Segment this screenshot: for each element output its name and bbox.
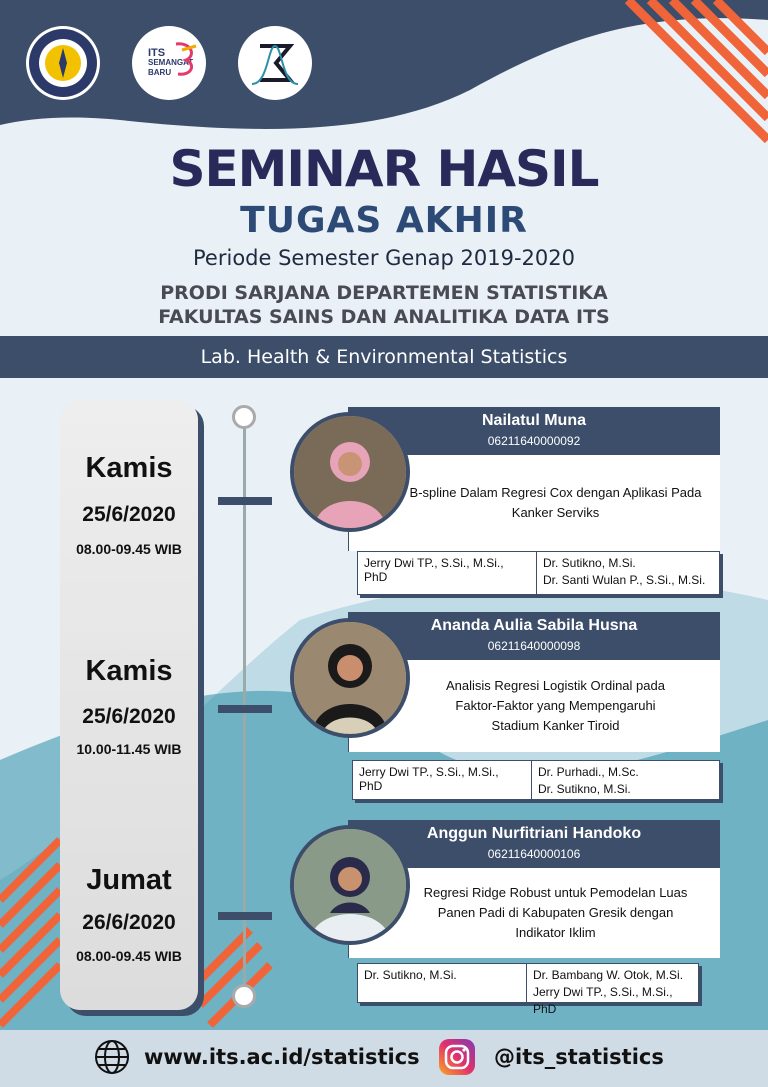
its-gear-logo	[26, 26, 100, 100]
period-text: Periode Semester Genap 2019-2020	[193, 246, 575, 270]
page-subtitle: TUGAS AKHIR	[240, 200, 528, 241]
butterfly-icon	[172, 40, 200, 80]
person-avatar-icon	[294, 416, 406, 528]
schedule-time: 08.00-09.45 WIB	[76, 541, 182, 557]
presenter-name: Ananda Aulia Sabila Husna	[430, 617, 638, 634]
schedule-day: Jumat	[86, 864, 172, 896]
presenter-name: Anggun Nurfitriani Handoko	[426, 825, 642, 842]
timeline-end-dot	[232, 984, 256, 1008]
presenter-id: 06211640000092	[487, 434, 581, 448]
presenter-name: Nailatul Muna	[481, 412, 586, 429]
examiner: Dr. Bambang W. Otok, M.Si.	[533, 968, 684, 982]
thesis-topic: B-spline Dalam Regresi Cox dengan Aplikasi Pada Kanker Serviks	[348, 455, 720, 551]
instagram-icon	[437, 1037, 477, 1077]
page-title: SEMINAR HASIL	[169, 140, 599, 198]
website-link[interactable]: www.its.ac.id/statistics	[144, 1045, 420, 1069]
thesis-topic: Regresi Ridge Robust untuk Pemodelan Luas Panen Padi di Kabupaten Gresik dengan Indikator Iklim	[348, 868, 720, 958]
examiner: Dr. Sutikno, M.Si.	[538, 782, 631, 796]
examiners-box	[352, 760, 720, 800]
supervisor: Dr. Sutikno, M.Si.	[364, 968, 457, 982]
schedule-date: 26/6/2020	[82, 911, 176, 934]
timeline-connector	[218, 912, 272, 920]
sigma-icon	[238, 26, 312, 100]
schedule-date: 25/6/2020	[82, 705, 176, 728]
schedule-time: 10.00-11.45 WIB	[76, 741, 182, 757]
presenter-photo	[290, 618, 410, 738]
presenter-id: 06211640000098	[487, 639, 581, 653]
schedule-date: 25/6/2020	[82, 503, 176, 526]
presenter-photo	[290, 825, 410, 945]
schedule-time: 08.00-09.45 WIB	[76, 948, 182, 964]
examiners-box	[357, 963, 699, 1016]
presenter-photo	[290, 412, 410, 532]
person-avatar-icon	[294, 622, 406, 734]
schedule-day: Kamis	[85, 655, 173, 687]
presenter-id: 06211640000106	[487, 847, 581, 861]
supervisor: Jerry Dwi TP., S.Si., M.Si., PhD	[364, 556, 504, 584]
gear-icon	[26, 26, 100, 100]
supervisor: Jerry Dwi TP., S.Si., M.Si., PhD	[359, 765, 499, 793]
timeline-start-dot	[232, 405, 256, 429]
prodi-line1: PRODI SARJANA DEPARTEMEN STATISTIKA	[160, 282, 608, 304]
thesis-topic: Analisis Regresi Logistik Ordinal pada Faktor-Faktor yang Mempengaruhi Stadium Kanker Tiroid	[348, 660, 720, 752]
instagram-handle[interactable]: @its_statistics	[494, 1045, 664, 1069]
lab-banner: Lab. Health & Environmental Statistics	[0, 336, 768, 378]
statistics-sigma-logo	[238, 26, 312, 100]
examiner: Dr. Santi Wulan P., S.Si., M.Si.	[543, 573, 706, 587]
logo-text-baru: BARU	[148, 68, 172, 77]
timeline-connector	[218, 705, 272, 713]
person-avatar-icon	[294, 829, 406, 941]
logo-text-its: ITS	[148, 47, 166, 59]
examiner: Jerry Dwi TP., S.Si., M.Si., PhD	[533, 985, 673, 1016]
schedule-day: Kamis	[85, 452, 173, 484]
examiner: Dr. Purhadi., M.Sc.	[538, 765, 639, 779]
timeline-connector	[218, 497, 272, 505]
examiner: Dr. Sutikno, M.Si.	[543, 556, 636, 570]
its-semangat-baru-logo	[132, 26, 206, 100]
prodi-line2: FAKULTAS SAINS DAN ANALITIKA DATA ITS	[158, 306, 610, 328]
logo-text-semangat: SEMANGAT	[148, 58, 194, 67]
globe-icon	[94, 1039, 130, 1075]
examiners-box	[357, 551, 720, 595]
